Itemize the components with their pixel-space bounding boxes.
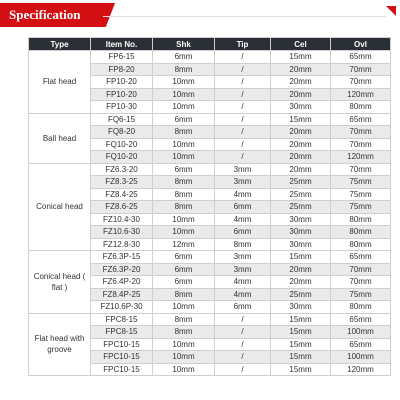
shk-cell: 10mm: [153, 226, 215, 239]
tip-cell: /: [215, 313, 271, 326]
shk-cell: 10mm: [153, 338, 215, 351]
ovl-cell: 75mm: [331, 176, 391, 189]
tip-cell: /: [215, 363, 271, 376]
item-no-cell: FZ8.4P-25: [91, 288, 153, 301]
ovl-cell: 120mm: [331, 151, 391, 164]
ovl-cell: 65mm: [331, 338, 391, 351]
table-row: [29, 313, 391, 326]
item-no-cell: FZ10.6P-30: [91, 301, 153, 314]
ovl-cell: 100mm: [331, 326, 391, 339]
item-no-cell: FPC8-15: [91, 326, 153, 339]
ovl-cell: 70mm: [331, 76, 391, 89]
column-header-type: Type: [29, 38, 91, 51]
item-no-cell: FZ12.8-30: [91, 238, 153, 251]
table-row: [29, 113, 391, 126]
ovl-cell: 70mm: [331, 276, 391, 289]
section-header: [0, 0, 400, 30]
ovl-cell: 70mm: [331, 263, 391, 276]
tip-cell: 6mm: [215, 226, 271, 239]
tip-cell: /: [215, 338, 271, 351]
tip-cell: /: [215, 326, 271, 339]
product-group: [29, 313, 391, 376]
item-no-cell: FZ8.6-25: [91, 201, 153, 214]
shk-cell: 10mm: [153, 363, 215, 376]
ovl-cell: 70mm: [331, 126, 391, 139]
column-header-item-no: Item No.: [91, 38, 153, 51]
cel-cell: 30mm: [271, 238, 331, 251]
item-no-cell: FP10-20: [91, 76, 153, 89]
ovl-cell: 70mm: [331, 163, 391, 176]
cel-cell: 20mm: [271, 276, 331, 289]
tip-cell: /: [215, 151, 271, 164]
item-no-cell: FZ6.4P-20: [91, 276, 153, 289]
section-title: Specification: [9, 7, 81, 22]
tip-cell: 6mm: [215, 301, 271, 314]
cel-cell: 15mm: [271, 338, 331, 351]
specification-table: [28, 37, 391, 376]
item-no-cell: FQ8-20: [91, 126, 153, 139]
shk-cell: 8mm: [153, 201, 215, 214]
item-no-cell: FQ10-20: [91, 138, 153, 151]
item-no-cell: FPC10-15: [91, 363, 153, 376]
cel-cell: 20mm: [271, 138, 331, 151]
cel-cell: 20mm: [271, 163, 331, 176]
ovl-cell: 80mm: [331, 301, 391, 314]
tip-cell: 3mm: [215, 263, 271, 276]
shk-cell: 10mm: [153, 151, 215, 164]
ovl-cell: 75mm: [331, 188, 391, 201]
item-no-cell: FP6-15: [91, 51, 153, 64]
type-cell: Conical head: [29, 163, 91, 251]
shk-cell: 12mm: [153, 238, 215, 251]
cel-cell: 25mm: [271, 188, 331, 201]
ovl-cell: 120mm: [331, 363, 391, 376]
shk-cell: 8mm: [153, 288, 215, 301]
item-no-cell: FZ6.3P-20: [91, 263, 153, 276]
tip-cell: 3mm: [215, 176, 271, 189]
cel-cell: 20mm: [271, 63, 331, 76]
ovl-cell: 80mm: [331, 238, 391, 251]
cel-cell: 20mm: [271, 151, 331, 164]
cel-cell: 20mm: [271, 263, 331, 276]
tip-cell: 6mm: [215, 201, 271, 214]
item-no-cell: FP10-30: [91, 101, 153, 114]
shk-cell: 8mm: [153, 326, 215, 339]
cel-cell: 25mm: [271, 201, 331, 214]
shk-cell: 8mm: [153, 176, 215, 189]
cel-cell: 15mm: [271, 313, 331, 326]
corner-triangle-icon: [386, 6, 396, 16]
ovl-cell: 75mm: [331, 201, 391, 214]
table-row: [29, 251, 391, 264]
ovl-cell: 70mm: [331, 138, 391, 151]
product-group: [29, 51, 391, 114]
cel-cell: 15mm: [271, 326, 331, 339]
tip-cell: /: [215, 51, 271, 64]
cel-cell: 15mm: [271, 251, 331, 264]
tip-cell: 4mm: [215, 213, 271, 226]
item-no-cell: FP10-20: [91, 88, 153, 101]
shk-cell: 10mm: [153, 138, 215, 151]
tip-cell: /: [215, 126, 271, 139]
column-header-cel: Cel: [271, 38, 331, 51]
tip-cell: 4mm: [215, 188, 271, 201]
tip-cell: 3mm: [215, 251, 271, 264]
item-no-cell: FPC8-15: [91, 313, 153, 326]
cel-cell: 15mm: [271, 113, 331, 126]
shk-cell: 8mm: [153, 63, 215, 76]
type-cell: Ball head: [29, 113, 91, 163]
product-group: [29, 251, 391, 314]
column-header-shk: Shk: [153, 38, 215, 51]
ovl-cell: 70mm: [331, 63, 391, 76]
shk-cell: 6mm: [153, 163, 215, 176]
tip-cell: /: [215, 88, 271, 101]
type-cell: Conical head ( flat ): [29, 251, 91, 314]
ovl-cell: 65mm: [331, 51, 391, 64]
item-no-cell: FPC10-15: [91, 338, 153, 351]
ovl-cell: 120mm: [331, 88, 391, 101]
item-no-cell: FZ6.3P-15: [91, 251, 153, 264]
tip-cell: 8mm: [215, 238, 271, 251]
shk-cell: 6mm: [153, 251, 215, 264]
tip-cell: 4mm: [215, 288, 271, 301]
item-no-cell: FZ6.3-20: [91, 163, 153, 176]
shk-cell: 10mm: [153, 351, 215, 364]
shk-cell: 8mm: [153, 313, 215, 326]
shk-cell: 10mm: [153, 88, 215, 101]
cel-cell: 30mm: [271, 226, 331, 239]
shk-cell: 10mm: [153, 213, 215, 226]
cel-cell: 25mm: [271, 176, 331, 189]
item-no-cell: FZ10.4-30: [91, 213, 153, 226]
cel-cell: 15mm: [271, 363, 331, 376]
type-cell: Flat head: [29, 51, 91, 114]
product-group: [29, 163, 391, 251]
ovl-cell: 80mm: [331, 226, 391, 239]
tip-cell: /: [215, 351, 271, 364]
shk-cell: 8mm: [153, 188, 215, 201]
item-no-cell: FZ10.6-30: [91, 226, 153, 239]
cel-cell: 30mm: [271, 101, 331, 114]
header-divider: [103, 16, 386, 17]
tip-cell: /: [215, 101, 271, 114]
tip-cell: /: [215, 138, 271, 151]
ovl-cell: 100mm: [331, 351, 391, 364]
column-header-tip: Tip: [215, 38, 271, 51]
shk-cell: 10mm: [153, 301, 215, 314]
shk-cell: 10mm: [153, 101, 215, 114]
item-no-cell: FP8-20: [91, 63, 153, 76]
tip-cell: /: [215, 76, 271, 89]
cel-cell: 20mm: [271, 76, 331, 89]
item-no-cell: FZ8.3-25: [91, 176, 153, 189]
item-no-cell: FQ6-15: [91, 113, 153, 126]
ovl-cell: 65mm: [331, 313, 391, 326]
table-row: [29, 163, 391, 176]
item-no-cell: FZ8.4-25: [91, 188, 153, 201]
type-cell: Flat head with groove: [29, 313, 91, 376]
cel-cell: 25mm: [271, 288, 331, 301]
cel-cell: 20mm: [271, 88, 331, 101]
ovl-cell: 80mm: [331, 213, 391, 226]
shk-cell: 10mm: [153, 76, 215, 89]
tip-cell: 3mm: [215, 163, 271, 176]
product-group: [29, 113, 391, 163]
cel-cell: 30mm: [271, 213, 331, 226]
table-row: [29, 51, 391, 64]
shk-cell: 6mm: [153, 263, 215, 276]
tip-cell: /: [215, 63, 271, 76]
cel-cell: 20mm: [271, 126, 331, 139]
ovl-cell: 65mm: [331, 113, 391, 126]
ovl-cell: 75mm: [331, 288, 391, 301]
cel-cell: 15mm: [271, 51, 331, 64]
item-no-cell: FQ10-20: [91, 151, 153, 164]
shk-cell: 6mm: [153, 51, 215, 64]
table-header-row: [29, 38, 391, 51]
shk-cell: 6mm: [153, 276, 215, 289]
column-header-ovl: Ovl: [331, 38, 391, 51]
ovl-cell: 80mm: [331, 101, 391, 114]
ovl-cell: 65mm: [331, 251, 391, 264]
shk-cell: 8mm: [153, 126, 215, 139]
item-no-cell: FPC10-15: [91, 351, 153, 364]
tip-cell: 4mm: [215, 276, 271, 289]
tip-cell: /: [215, 113, 271, 126]
cel-cell: 30mm: [271, 301, 331, 314]
shk-cell: 6mm: [153, 113, 215, 126]
cel-cell: 15mm: [271, 351, 331, 364]
